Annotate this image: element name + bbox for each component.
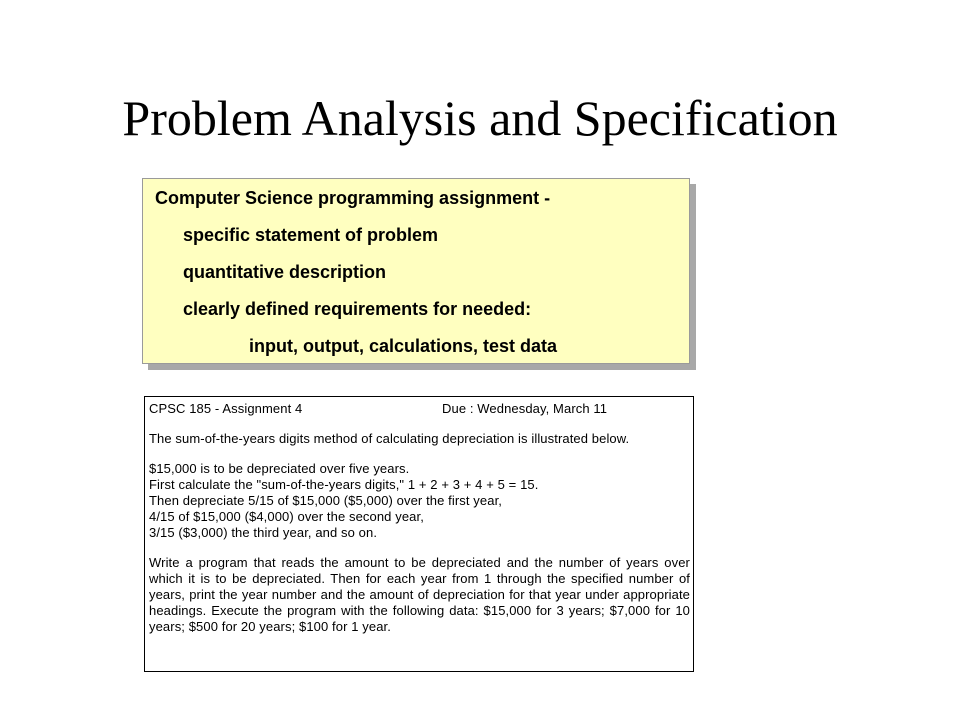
- example-line: 3/15 ($3,000) the third year, and so on.: [149, 525, 378, 540]
- example-line: Then depreciate 5/15 of $15,000 ($5,000) over the first year,: [149, 493, 502, 508]
- task-line: Write a program that reads the amount to be depreciated and the number of years over: [149, 555, 690, 570]
- callout-line: Computer Science programming assignment -: [155, 188, 551, 208]
- task-line: which it is to be depreciated. Then for each year from 1 through the specified number of: [149, 571, 690, 586]
- task-line: headings. Execute the program with the following data: $15,000 for 3 years; $7,000 for 10: [149, 603, 690, 618]
- requirements-callout: [142, 178, 690, 364]
- assignment-header: [149, 401, 608, 417]
- callout-line: input, output, calculations, test data: [249, 336, 558, 356]
- slide-title: Problem Analysis and Specification: [122, 90, 838, 146]
- example-line: First calculate the "sum-of-the-years digits," 1 + 2 + 3 + 4 + 5 = 15.: [149, 477, 539, 492]
- callout-line: specific statement of problem: [183, 225, 439, 245]
- example-line: $15,000 is to be depreciated over five years.: [149, 461, 410, 476]
- example-line: 4/15 of $15,000 ($4,000) over the second year,: [149, 509, 424, 524]
- intro-line: The sum-of-the-years digits method of calculating depreciation is illustrated below.: [149, 431, 630, 446]
- task-line: years, print the year number and the amount of depreciation for that year under appropriate: [149, 587, 690, 602]
- task-line: years; $500 for 20 years; $100 for 1 year.: [149, 619, 391, 634]
- callout-line: clearly defined requirements for needed:: [183, 299, 532, 319]
- due-date: Due : Wednesday, March 11: [442, 401, 608, 416]
- callout-line: quantitative description: [183, 262, 387, 282]
- course-heading: CPSC 185 - Assignment 4: [149, 401, 303, 416]
- assignment-document: [144, 396, 694, 672]
